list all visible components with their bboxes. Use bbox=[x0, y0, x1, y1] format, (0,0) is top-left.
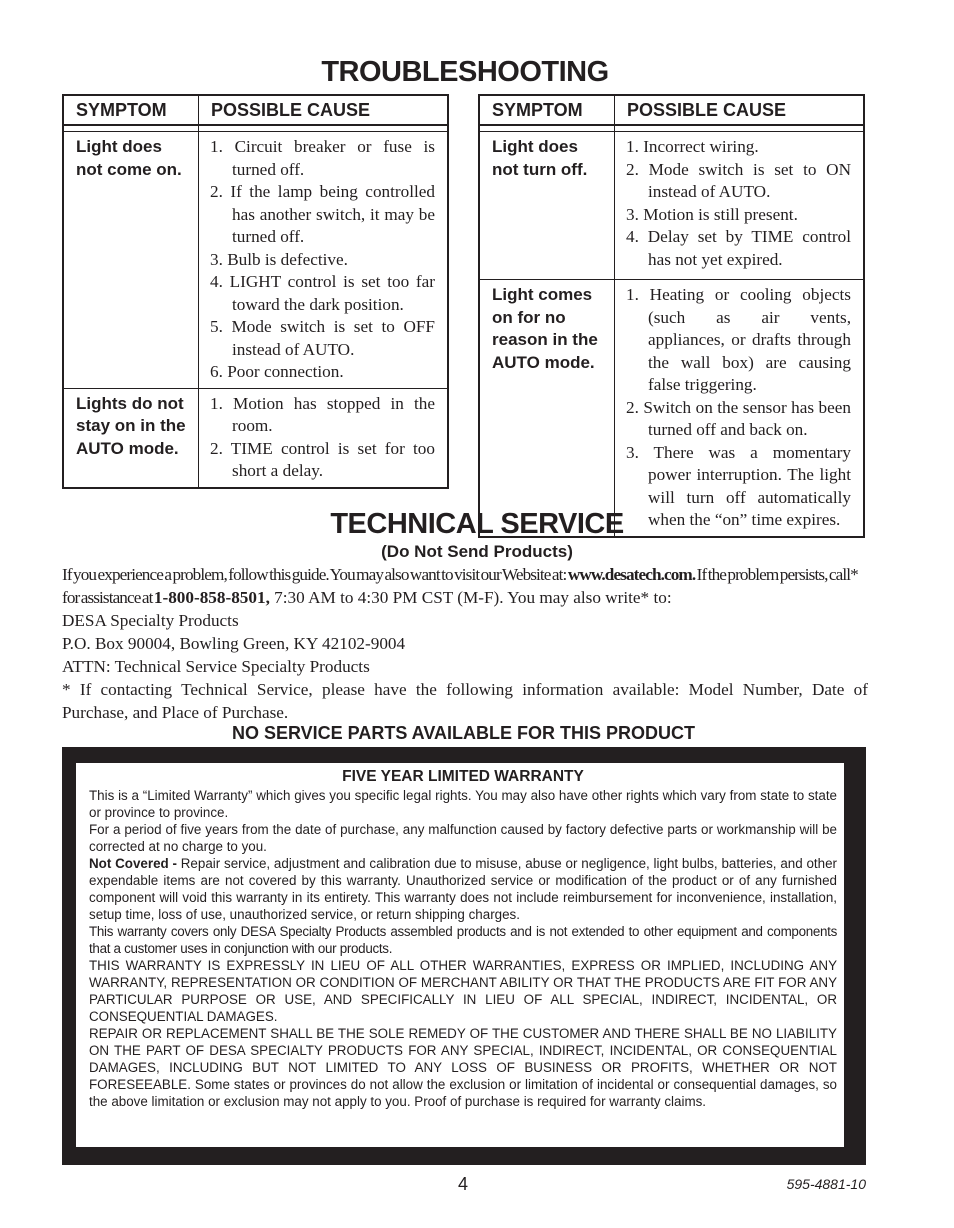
cause-cell bbox=[615, 132, 865, 280]
address-line: DESA Specialty Products bbox=[62, 611, 239, 630]
table-row bbox=[63, 132, 448, 389]
symptom-cell: Light comes on for no reason in the AUTO mode. bbox=[479, 280, 615, 537]
cause-item: 4. Delay set by TIME control has not yet expired. bbox=[626, 227, 851, 269]
table-row bbox=[63, 388, 448, 488]
cause-cell bbox=[199, 388, 449, 488]
cause-item: 1. Incorrect wiring. bbox=[626, 137, 759, 156]
not-covered-label: Not Covered - bbox=[89, 856, 177, 871]
cause-item: 2. If the lamp being controlled has another switch, it may be turned off. bbox=[210, 182, 435, 246]
cause-item: 2. Switch on the sensor has been turned off and back on. bbox=[626, 397, 851, 439]
cause-cell bbox=[615, 280, 865, 537]
cause-item: 1. Heating or cooling objects (such as air vents, appliances, or drafts through the wall box) are causing false triggering. bbox=[626, 285, 851, 394]
warranty-paragraph: This is a “Limited Warranty” which gives you specific legal rights. You may also have other rights which vary from state to state or province to province. bbox=[89, 788, 837, 820]
cause-header: POSSIBLE CAUSE bbox=[615, 95, 865, 125]
table-header-row bbox=[63, 95, 448, 125]
table-header-row bbox=[479, 95, 864, 125]
address-line: ATTN: Technical Service Specialty Products bbox=[62, 657, 370, 676]
symptom-cell: Light does not turn off. bbox=[479, 132, 615, 280]
technical-service-subtitle: (Do Not Send Products) bbox=[381, 542, 573, 561]
table-row bbox=[479, 132, 864, 280]
cause-item: 3. Bulb is defective. bbox=[210, 249, 348, 269]
footnote: * If contacting Technical Service, please have the following information available: Model Number, Date of Purchase, and Place of Purchase. bbox=[62, 680, 868, 722]
phone-number: 1-800-858-8501, bbox=[153, 588, 270, 607]
symptom-cell: Light does not come on. bbox=[63, 132, 199, 389]
address-line: P.O. Box 90004, Bowling Green, KY 42102-9004 bbox=[62, 634, 406, 653]
warranty-box bbox=[62, 747, 866, 1165]
cause-cell bbox=[199, 132, 449, 389]
symptom-header: SYMPTOM bbox=[63, 95, 199, 125]
technical-service-body bbox=[62, 563, 868, 724]
warranty-paragraph: This warranty covers only DESA Specialty Products assembled products and is not extended to other equipment and components that a customer uses in conjunction with our products. bbox=[89, 924, 837, 956]
intro-text-a: If you experience a problem, follow this guide. You may also want to visit our Website at: bbox=[62, 565, 568, 584]
cause-item: 6. Poor connection. bbox=[210, 362, 344, 381]
warranty-paragraph: THIS WARRANTY IS EXPRESSLY IN LIEU OF ALL OTHER WARRANTIES, EXPRESS OR IMPLIED, INCLUDING ANY WARRANTY, REPRESENTATION OR CONDITION OF MERCHANT ABILITY OR THAT THE PRODUCTS ARE FIT FOR ANY PARTICULAR PURPOSE OR USE, AND SPECIFICALLY IN LIEU OF ALL SPECIAL, INDIRECT, INCIDENTAL, OR CONSEQUENTIAL DAMAGES. bbox=[89, 958, 837, 1024]
troubleshooting-table-right bbox=[478, 94, 865, 538]
technical-service-title: TECHNICAL SERVICE bbox=[330, 508, 624, 540]
website-link[interactable]: www.desatech.com. bbox=[567, 565, 696, 584]
document-number: 595-4881-10 bbox=[786, 1176, 866, 1192]
warranty-paragraph: REPAIR OR REPLACEMENT SHALL BE THE SOLE REMEDY OF THE CUSTOMER AND THERE SHALL BE NO LIABILITY ON THE PART OF DESA SPECIALTY PRODUCTS FOR ANY SPECIAL, INDIRECT, INCIDENTAL, OR CONSEQUENTIAL DAMAGES, INCLUDING BUT NOT LIMITED TO ANY LOSS OF BUSINESS OR PROFITS, WHETHER OR NOT FORESEEABLE. Some states or provinces do not allow the exclusion or limitation of incidental or consequential damages, so the above limitation or exclusion may not apply to you. Proof of purchase is required for warranty claims. bbox=[89, 1026, 837, 1109]
cause-item: 3. Motion is still present. bbox=[626, 204, 798, 224]
intro-text-c: 7:30 AM to 4:30 PM CST (M-F). You may also write* to: bbox=[269, 588, 672, 607]
intro-text-b: If the problem persists, call* for assistance at bbox=[62, 565, 858, 607]
troubleshooting-table-left bbox=[62, 94, 449, 489]
cause-item: 3. There was a momentary power interruption. The light will turn off automatically when the “on” time expires. bbox=[626, 442, 851, 529]
cause-item: 1. Motion has stopped in the room. bbox=[210, 393, 435, 435]
intro-paragraph bbox=[62, 563, 868, 609]
symptom-header: SYMPTOM bbox=[479, 95, 615, 125]
warranty-inner-box bbox=[74, 761, 846, 1149]
troubleshooting-title: TROUBLESHOOTING bbox=[321, 56, 609, 88]
cause-item: 2. Mode switch is set to ON instead of AUTO. bbox=[626, 159, 851, 201]
cause-item: 5. Mode switch is set to OFF instead of AUTO. bbox=[210, 317, 435, 359]
table-row bbox=[479, 280, 864, 537]
not-covered-text: Repair service, adjustment and calibration due to misuse, abuse or negligence, light bulbs, batteries, and other expendable items are not covered by this warranty. Unauthorized service or modification of the product or of any furnished component will void this warranty in its entirety. This warranty does not include reimbursement for inconvenience, installation, setup time, loss of use, unauthorized service, or return shipping charges. bbox=[89, 856, 837, 922]
warranty-paragraph: For a period of five years from the date of purchase, any malfunction caused by factory defective parts or workmanship will be corrected at no charge to you. bbox=[89, 822, 837, 854]
cause-header: POSSIBLE CAUSE bbox=[199, 95, 449, 125]
warranty-paragraph bbox=[89, 855, 837, 923]
symptom-cell: Lights do not stay on in the AUTO mode. bbox=[63, 388, 199, 488]
cause-item: 4. LIGHT control is set too far toward the dark position. bbox=[210, 272, 435, 314]
page-number: 4 bbox=[458, 1174, 469, 1194]
warranty-title: FIVE YEAR LIMITED WARRANTY bbox=[342, 768, 584, 785]
warranty-content bbox=[89, 767, 837, 1110]
cause-item: 1. Circuit breaker or fuse is turned off. bbox=[210, 137, 435, 179]
cause-item: 2. TIME control is set for too short a delay. bbox=[210, 438, 435, 480]
no-service-parts-heading: NO SERVICE PARTS AVAILABLE FOR THIS PRODUCT bbox=[231, 723, 696, 743]
